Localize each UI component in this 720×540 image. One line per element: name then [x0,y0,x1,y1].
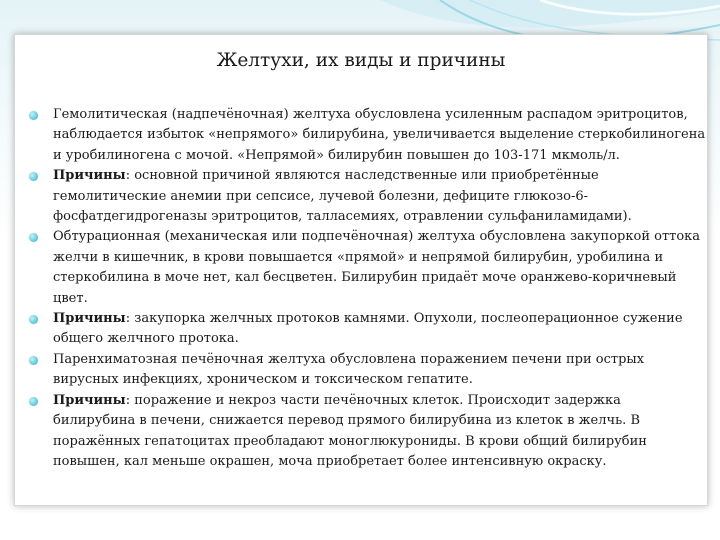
item-text: Паренхиматозная печёночная желтуха обусловлена поражением печени при острых вирусных инфекциях, хроническом и токсическом гепатите. [53,351,645,388]
item-text: : основной причиной являются наследственные или приобретённые гемолитические анемии при сепсисе, лучевой болезни, дефиците глюкозо-6-фосфатдегидрогеназы эритроцитов, талласемиях, отравлении сульфаниламидами). [53,168,632,225]
item-lead: Причины [53,168,126,184]
bullet-icon [29,356,38,365]
item-lead: Причины [53,392,126,408]
item-text: : поражение и некроз части печёночных клеток. Происходит задержка билирубина в печени, снижается перевод прямого билирубина из клеток в желчь. В поражённых гепатоцитах преобладают моноглюкурониды. В крови общий билирубин повышен, кал меньше окрашен, моча приобретает более интенсивную окраску. [53,392,647,469]
item-text: : закупорка желчных протоков камнями. Опухоли, послеоперационное сужение общего желчного протока. [53,311,683,347]
slide-title: Желтухи, их виды и причины [216,50,506,71]
item-text: Гемолитическая (надпечёночная) желтуха обусловлена усиленным распадом эритроцитов, наблюдается избыток «непрямого» билирубина, увеличивается выделение стеркобилиногена и уробилиногена с мочой. «Непрямой» билирубин повышен до 103-171 мкмоль/л. [53,107,706,163]
content-card [14,34,708,506]
list-item [27,227,707,309]
list-item [27,166,707,227]
bullet-icon [29,397,38,406]
list-item [27,350,707,391]
list-item [27,105,707,166]
item-text: Обтурационная (механическая или подпечёночная) желтуха обусловлена закупоркой оттока желчи в кишечник, в крови повышается «прямой» и непрямой билирубин, уробилина и стеркобилина в моче нет, кал бесцветен. Билирубин придаёт моче оранжево-коричневый цвет. [53,229,701,306]
list-item [27,309,707,350]
list-item [27,391,707,473]
bullet-icon [29,315,38,324]
item-lead: Причины [53,311,126,327]
bullet-list [27,105,707,472]
bullet-icon [29,172,38,181]
bullet-icon [29,233,38,242]
bullet-icon [29,111,38,120]
